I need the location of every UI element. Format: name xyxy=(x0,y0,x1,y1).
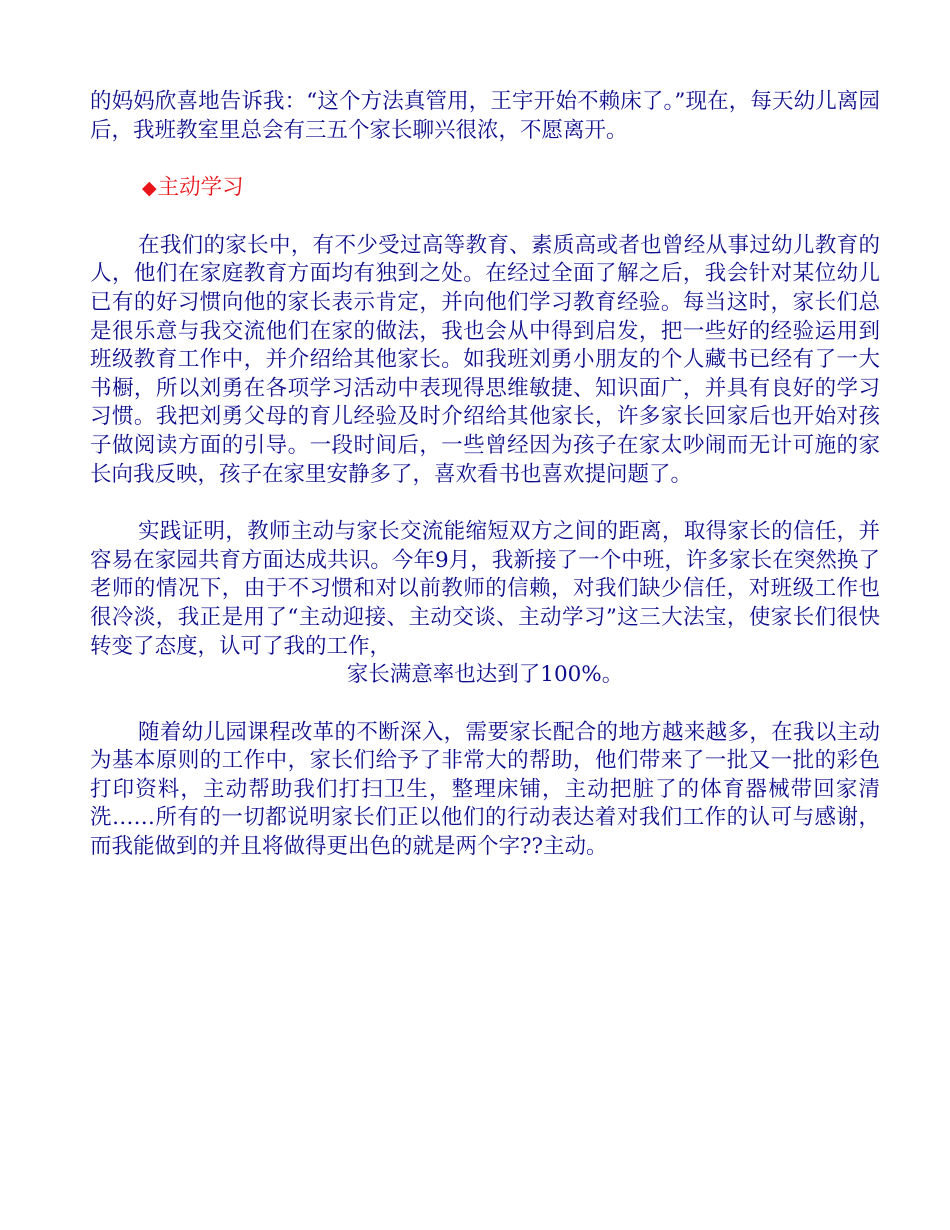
paragraph-spacer xyxy=(90,489,880,518)
paragraph-learning: 在我们的家长中，有不少受过高等教育、素质高或者也曾经从事过幼儿教育的人，他们在家庭教育方面均有独到之处。在经过全面了解之后，我会针对某位幼儿已有的好习惯向他的家长表示肯定，并向他们学习教育经验。每当这时，家长们总是很乐意与我交流他们在家的做法，我也会从中得到启发，把一些好的经验运用到班级教育工作中，并介绍给其他家长。如我班刘勇小朋友的个人藏书已经有了一大书橱，所以刘勇在各项学习活动中表现得思维敏捷、知识面广，并具有良好的学习习惯。我把刘勇父母的育儿经验及时介绍给其他家长，许多家长回家后也开始对孩子做阅读方面的引导。一段时间后，一些曾经因为孩子在家太吵闹而无计可施的家长向我反映，孩子在家里安静多了，喜欢看书也喜欢提问题了。 xyxy=(90,232,880,487)
intro-paragraph: 的妈妈欣喜地告诉我：“这个方法真管用，王宇开始不赖床了。”现在，每天幼儿离园后，我班教室里总会有三五个家长聊兴很浓，不愿离开。 xyxy=(90,89,880,143)
diamond-icon: ◆ xyxy=(142,177,157,200)
paragraph-practice-last-line: 家长满意率也达到了100%。 xyxy=(346,662,624,688)
paragraph-spacer xyxy=(90,690,880,719)
paragraph-conclusion: 随着幼儿园课程改革的不断深入，需要家长配合的地方越来越多，在我以主动为基本原则的工作中，家长们给予了非常大的帮助，他们带来了一批又一批的彩色打印资料，主动帮助我们打扫卫生，整理床铺，主动把脏了的体育器械带回家清洗……所有的一切都说明家长们正以他们的行动表达着对我们工作的认可与感谢，而我能做到的并且将做得更出色的就是两个字??主动。 xyxy=(90,719,880,860)
paragraph-spacer xyxy=(90,203,880,232)
section-heading xyxy=(142,174,880,203)
document-page xyxy=(90,88,880,862)
section-heading-label: 主动学习 xyxy=(157,175,244,201)
paragraph-spacer xyxy=(90,145,880,174)
paragraph-practice: 实践证明，教师主动与家长交流能缩短双方之间的距离，取得家长的信任，并容易在家园共育方面达成共识。今年9月，我新接了一个中班，许多家长在突然换了老师的情况下，由于不习惯和对以前教师的信赖，对我们缺少信任，对班级工作也很冷淡，我正是用了“主动迎接、主动交谈、主动学习”这三大法宝，使家长们很快转变了态度，认可了我的工作， xyxy=(90,519,880,659)
